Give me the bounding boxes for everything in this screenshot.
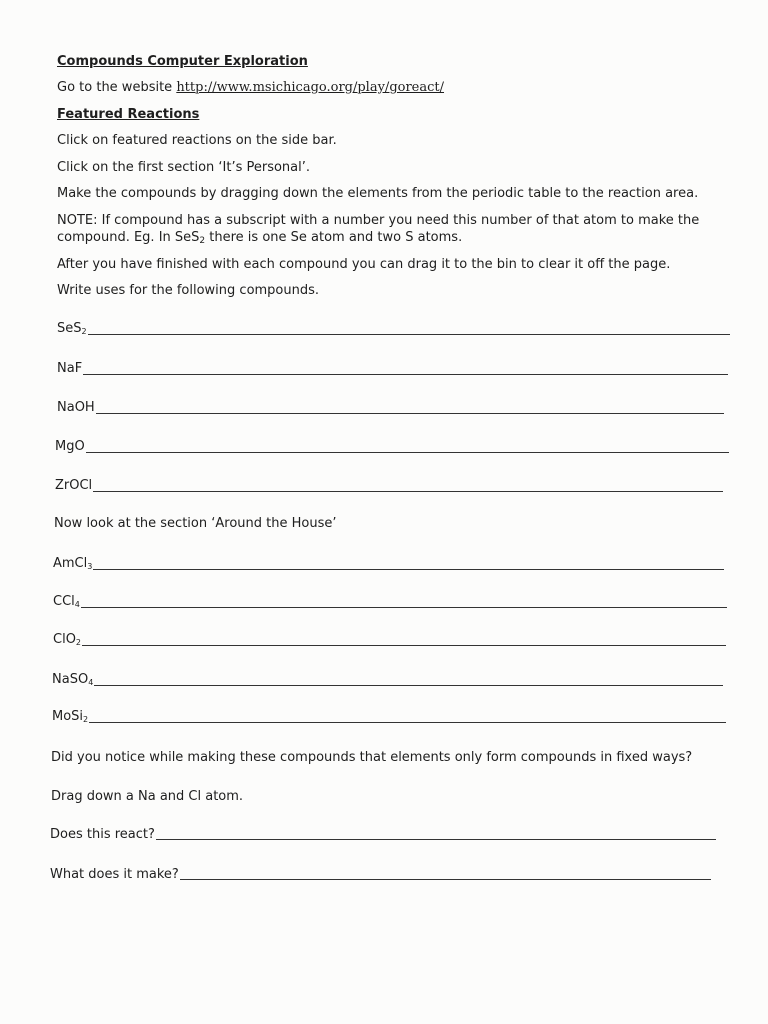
answer-blank[interactable] bbox=[81, 607, 727, 608]
compound-label: MoSi$_2$ bbox=[52, 709, 89, 724]
answer-blank[interactable] bbox=[93, 569, 724, 570]
compound-row bbox=[55, 475, 723, 495]
question-label-react: Does this react? bbox=[50, 827, 155, 842]
featured-reactions-heading: Featured Reactions bbox=[57, 107, 200, 122]
compound-row bbox=[53, 553, 724, 573]
question-row-react bbox=[50, 823, 716, 843]
note-subscript: 2 bbox=[199, 236, 206, 246]
note-line-2-b: there is one Se atom and two S atoms. bbox=[205, 230, 463, 245]
note-line-1: NOTE: If compound has a subscript with a number you need this number of that atom to make the bbox=[57, 213, 700, 228]
compound-label: ClO$_2$ bbox=[53, 632, 82, 647]
website-prefix: Go to the website bbox=[57, 80, 177, 95]
answer-blank[interactable] bbox=[156, 839, 716, 840]
compound-row bbox=[53, 629, 726, 649]
compound-label: ZrOCl bbox=[55, 478, 93, 493]
compound-label: AmCl$_3$ bbox=[53, 556, 93, 571]
note-line-2 bbox=[57, 229, 462, 248]
answer-blank[interactable] bbox=[83, 374, 728, 375]
instruction-first-section: Click on the first section ‘It’s Personal’. bbox=[57, 160, 311, 175]
question-label-make: What does it make? bbox=[50, 867, 179, 882]
question-row-make bbox=[50, 863, 711, 883]
compound-label: NaSO$_4$ bbox=[52, 672, 94, 687]
around-house-text: Now look at the section ‘Around the House’ bbox=[54, 516, 337, 531]
page-title: Compounds Computer Exploration bbox=[57, 54, 308, 69]
compound-row bbox=[52, 706, 726, 726]
compound-label: CCl$_4$ bbox=[53, 594, 80, 609]
instruction-make-compounds: Make the compounds by dragging down the elements from the periodic table to the reaction area. bbox=[57, 186, 699, 201]
compound-row bbox=[57, 397, 724, 417]
answer-blank[interactable] bbox=[96, 413, 724, 414]
write-uses-text: Write uses for the following compounds. bbox=[57, 283, 320, 298]
compound-label: NaF bbox=[57, 361, 83, 376]
drag-na-cl-text: Drag down a Na and Cl atom. bbox=[51, 789, 244, 804]
compound-row bbox=[57, 358, 728, 378]
answer-blank[interactable] bbox=[82, 645, 726, 646]
website-line bbox=[57, 79, 444, 96]
compound-label: SeS$_2$ bbox=[57, 321, 87, 336]
compound-row bbox=[53, 591, 727, 611]
answer-blank[interactable] bbox=[89, 722, 726, 723]
answer-blank[interactable] bbox=[180, 879, 711, 880]
compound-row bbox=[57, 318, 730, 338]
compound-label: MgO bbox=[55, 439, 85, 454]
after-finished-text: After you have finished with each compound you can drag it to the bin to clear it off the page. bbox=[57, 257, 671, 272]
answer-blank[interactable] bbox=[94, 685, 723, 686]
answer-blank[interactable] bbox=[88, 334, 730, 335]
compound-label: NaOH bbox=[57, 400, 95, 415]
website-link[interactable]: http://www.msichicago.org/play/goreact/ bbox=[176, 80, 445, 95]
answer-blank[interactable] bbox=[93, 491, 723, 492]
note-line-2-a: compound. Eg. In SeS bbox=[57, 230, 200, 245]
compound-row bbox=[52, 669, 723, 689]
answer-blank[interactable] bbox=[86, 452, 729, 453]
compound-row bbox=[55, 436, 729, 456]
instruction-sidebar: Click on featured reactions on the side bar. bbox=[57, 133, 337, 148]
fixed-ways-question: Did you notice while making these compounds that elements only form compounds in fixed ways? bbox=[51, 750, 693, 765]
